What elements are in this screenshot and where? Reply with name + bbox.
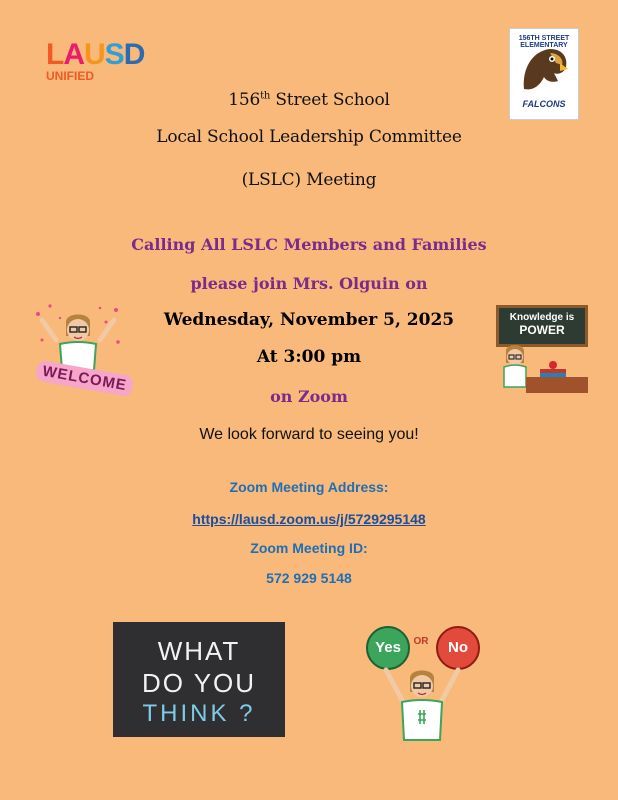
think-line3: THINK ? <box>142 700 256 727</box>
what-do-you-think-image <box>113 622 285 737</box>
chalkboard-line2: POWER <box>519 323 565 337</box>
header-committee: Local School Leadership Committee <box>156 127 462 147</box>
welcome-banner: WELCOME <box>35 360 134 398</box>
invite-line2: please join Mrs. Olguin on <box>190 274 428 293</box>
teacher-holding-signs-icon <box>362 622 482 742</box>
logo-unified: UNIFIED <box>46 69 94 83</box>
think-line1: WHAT <box>157 636 241 666</box>
header-school-name: Street School <box>270 90 390 110</box>
meeting-location: on Zoom <box>270 387 348 406</box>
knowledge-bitmoji-image <box>496 305 592 395</box>
yes-sign: Yes <box>366 626 410 670</box>
badge-falcons-label: FALCONS <box>522 99 566 109</box>
no-sign: No <box>436 626 480 670</box>
lausd-wordmark <box>46 40 171 70</box>
zoom-address-label: Zoom Meeting Address: <box>229 479 389 495</box>
header-number: 156 <box>228 90 261 110</box>
chalkboard-line1: Knowledge is <box>509 312 575 323</box>
lausd-logo <box>46 40 171 84</box>
logo-letter-s: S <box>104 38 124 71</box>
zoom-meeting-link[interactable]: https://lausd.zoom.us/j/5729295148 <box>192 511 426 527</box>
invite-line1: Calling All LSLC Members and Families <box>131 235 487 254</box>
yes-or-no-bitmoji-image <box>362 622 482 742</box>
logo-letter-u: U <box>84 38 105 71</box>
header-superscript: th <box>260 90 271 102</box>
think-line2: DO YOU <box>141 668 257 698</box>
zoom-meeting-id: 572 929 5148 <box>266 570 352 586</box>
logo-letter-a: A <box>63 38 84 71</box>
or-label: OR <box>413 636 429 647</box>
header-school-line <box>0 90 618 110</box>
header-meeting: (LSLC) Meeting <box>241 170 377 190</box>
logo-letter-d: D <box>123 38 145 71</box>
meeting-time: At 3:00 pm <box>256 347 362 367</box>
logo-letter-l: L <box>46 38 64 71</box>
teacher-at-desk-icon <box>496 305 592 395</box>
closing-message: We look forward to seeing you! <box>199 426 419 443</box>
welcome-bitmoji-image <box>30 300 129 400</box>
badge-school-name: 156TH STREET ELEMENTARY <box>518 35 570 49</box>
zoom-id-label: Zoom Meeting ID: <box>250 540 368 556</box>
meeting-date: Wednesday, November 5, 2025 <box>163 310 455 330</box>
